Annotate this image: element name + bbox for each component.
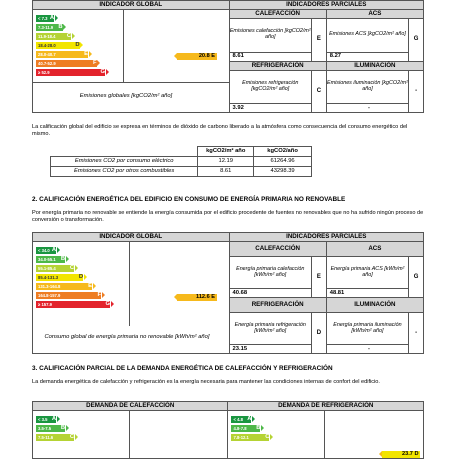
scale-divider bbox=[123, 10, 124, 82]
iluminacion-label: Energía primaria iluminación [kWh/m² año] bbox=[326, 313, 408, 345]
emissions-energy-scale bbox=[36, 15, 105, 78]
energy-scale-bar bbox=[36, 15, 54, 22]
energy-scale-range: 164.8-157.9 bbox=[38, 292, 61, 298]
refrigeracion-letter: D bbox=[311, 313, 326, 354]
energy-scale-letter: C bbox=[69, 433, 74, 440]
acs-label: Energía primaria ACS [kWh/m² año] bbox=[326, 257, 408, 289]
section-3-title: 3. CALIFICACIÓN PARCIAL DE LA DEMANDA ENERGÉTICA DE CALEFACCIÓN Y REFRIGERACIÓN bbox=[32, 365, 333, 372]
acs-header: ACS bbox=[326, 10, 423, 19]
acs-header: ACS bbox=[326, 242, 423, 257]
scale-divider bbox=[324, 411, 325, 459]
refrigeracion-header: REFRIGERACIÓN bbox=[229, 298, 326, 313]
global-emissions-cell bbox=[33, 10, 230, 113]
iluminacion-letter: - bbox=[409, 70, 424, 113]
cooling-demand-indicator: 23.7 D bbox=[382, 451, 420, 458]
energy-scale-letter: D bbox=[75, 41, 80, 48]
co2-row-label: Emisiones CO2 por otros combustibles bbox=[51, 167, 198, 177]
energy-scale-range: < 7.3 bbox=[38, 16, 48, 21]
energy-scale-bar bbox=[36, 434, 74, 441]
cooling-demand-cell bbox=[228, 411, 424, 459]
energy-scale-bar bbox=[36, 283, 92, 290]
energy-scale-range: 34.0-55.1 bbox=[38, 256, 56, 262]
calefaccion-header: CALEFACCIÓN bbox=[229, 10, 326, 19]
demand-table bbox=[32, 401, 424, 459]
energy-scale-range: 18.4-28.0 bbox=[38, 42, 56, 48]
energy-scale-bar bbox=[36, 24, 63, 31]
energy-scale-bar bbox=[36, 256, 65, 263]
calefaccion-header: CALEFACCIÓN bbox=[229, 242, 326, 257]
energy-scale-letter: G bbox=[100, 68, 105, 75]
primary-energy-scale bbox=[36, 247, 110, 310]
energy-scale-letter: C bbox=[265, 433, 270, 440]
energy-scale-range: 3.5-7.5 bbox=[38, 425, 52, 431]
emissions-table bbox=[32, 0, 424, 113]
acs-value: 8.27 bbox=[326, 52, 408, 61]
iluminacion-value: - bbox=[326, 104, 408, 113]
acs-value: 48.81 bbox=[326, 289, 408, 298]
energy-scale-letter: B bbox=[60, 424, 65, 431]
energy-scale-range: 7.8-12.1 bbox=[233, 434, 249, 440]
calefaccion-label: Energía primaria calefacción [kWh/m² año] bbox=[229, 257, 311, 289]
primary-energy-table bbox=[32, 232, 424, 354]
iluminacion-value: - bbox=[326, 345, 408, 354]
energy-scale-bar bbox=[36, 301, 110, 308]
scale-divider bbox=[129, 242, 130, 326]
energy-scale-letter: E bbox=[84, 50, 88, 57]
refrigeracion-header: REFRIGERACIÓN bbox=[229, 61, 326, 70]
energy-scale-bar bbox=[231, 416, 251, 423]
refrigeracion-label: Emisiones refrigeración [kgCO2/m² año] bbox=[229, 70, 311, 104]
heating-demand-header: DEMANDA DE CALEFACCIÓN bbox=[33, 402, 228, 411]
energy-scale-range: < 4.8 bbox=[233, 417, 243, 422]
calefaccion-letter: E bbox=[311, 19, 326, 62]
refrigeracion-letter: C bbox=[311, 70, 326, 113]
energy-scale-letter: E bbox=[88, 282, 92, 289]
section-2-paragraph: Por energía primaria no renovable se entiende la energía consumida por el edificio procedente de fuentes no renovables que no ha sufrido ningún proceso de conversión o transformación. bbox=[32, 210, 424, 224]
energy-scale-bar bbox=[36, 33, 71, 40]
global-emissions-indicator: 20.8 E bbox=[177, 53, 217, 60]
energy-scale-bar bbox=[36, 425, 65, 432]
energy-scale-letter: A bbox=[49, 15, 54, 21]
energy-scale-bar bbox=[231, 425, 260, 432]
calefaccion-letter: E bbox=[311, 257, 326, 298]
global-indicator-header: INDICADOR GLOBAL bbox=[33, 233, 230, 242]
co2-row-value-1: 8.61 bbox=[198, 167, 254, 177]
calefaccion-label: Emisiones calefacción [kgCO2/m² año] bbox=[229, 19, 311, 53]
emissions-paragraph: La calificación global del edificio se expresa en términos de dióxido de carbono liberado a la atmósfera como consecuencia del consumo energético del mismo. bbox=[32, 124, 408, 138]
energy-scale-bar bbox=[231, 434, 269, 441]
global-energy-cell bbox=[33, 242, 230, 354]
energy-scale-letter: A bbox=[247, 416, 252, 422]
energy-scale-bar bbox=[36, 60, 97, 67]
energy-scale-letter: A bbox=[51, 416, 56, 422]
energy-scale-range: 28.0-40.7 bbox=[38, 51, 56, 57]
energy-scale-range: < 3.5 bbox=[38, 417, 48, 422]
section-2-title: 2. CALIFICACIÓN ENERGÉTICA DEL EDIFICIO EN CONSUMO DE ENERGÍA PRIMARIA NO RENOVABLE bbox=[32, 196, 346, 203]
energy-scale-bar bbox=[36, 247, 56, 254]
energy-scale-range: 55.1-85.4 bbox=[38, 265, 56, 271]
iluminacion-letter: - bbox=[409, 313, 424, 354]
energy-scale-letter: B bbox=[58, 23, 63, 30]
energy-scale-range: 7.5-11.6 bbox=[38, 434, 54, 440]
energy-scale-letter: B bbox=[256, 424, 261, 431]
heating-demand-scale bbox=[36, 416, 74, 443]
global-energy-indicator: 112.6 E bbox=[177, 294, 217, 301]
energy-scale-range: 40.7-52.9 bbox=[38, 60, 56, 66]
energy-scale-letter: D bbox=[78, 273, 83, 280]
energy-scale-range: < 34.0 bbox=[38, 248, 50, 253]
iluminacion-label: Emisiones iluminación [kgCO2/m² año] bbox=[326, 70, 408, 104]
energy-scale-bar bbox=[36, 69, 105, 76]
energy-scale-letter: C bbox=[66, 32, 71, 39]
energy-scale-letter: B bbox=[60, 255, 65, 262]
cooling-demand-header: DEMANDA DE REFRIGERACIÓN bbox=[228, 402, 424, 411]
co2-row-value-2: 43298.39 bbox=[254, 167, 312, 177]
co2-row-label: Emisiones CO2 por consumo eléctrico bbox=[51, 157, 198, 167]
iluminacion-header: ILUMINACIÓN bbox=[326, 298, 423, 313]
energy-scale-bar bbox=[36, 42, 80, 49]
energy-scale-letter: C bbox=[69, 264, 74, 271]
iluminacion-header: ILUMINACIÓN bbox=[326, 61, 423, 70]
partial-indicators-header: INDICADORES PARCIALES bbox=[229, 1, 423, 10]
calefaccion-value: 40.68 bbox=[229, 289, 311, 298]
energy-scale-letter: F bbox=[92, 59, 97, 66]
co2-row-value-1: 12.19 bbox=[198, 157, 254, 167]
co2-col-header-2: kgCO2/año bbox=[254, 147, 312, 157]
energy-scale-range: 11.9-18.4 bbox=[38, 33, 56, 39]
acs-label: Emisiones ACS [kgCO2/m² año] bbox=[326, 19, 408, 53]
refrigeracion-value: 3.92 bbox=[229, 104, 311, 113]
energy-scale-letter: F bbox=[97, 291, 101, 298]
energy-scale-bar bbox=[36, 292, 101, 299]
global-indicator-header: INDICADOR GLOBAL bbox=[33, 1, 230, 10]
energy-scale-range: ≥ 157.9 bbox=[38, 301, 52, 307]
heating-demand-cell bbox=[33, 411, 228, 459]
global-emissions-label: Emisiones globales [kgCO2/m² año] bbox=[79, 93, 173, 99]
partial-indicators-header: INDICADORES PARCIALES bbox=[229, 233, 423, 242]
co2-row-value-2: 61264.96 bbox=[254, 157, 312, 167]
refrigeracion-label: Energía primaria refrigeración [kWh/m² año] bbox=[229, 313, 311, 345]
energy-scale-bar bbox=[36, 51, 88, 58]
acs-letter: G bbox=[409, 257, 424, 298]
scale-divider bbox=[129, 411, 130, 459]
energy-scale-letter: A bbox=[51, 247, 56, 253]
energy-scale-bar bbox=[36, 274, 83, 281]
acs-letter: G bbox=[409, 19, 424, 62]
co2-table bbox=[50, 146, 312, 177]
energy-scale-range: 7.3-11.9 bbox=[38, 24, 54, 30]
section-3-paragraph: La demanda energética de calefacción y refrigeración es la energía necesaria para mantener las condiciones internas de confort del edificio. bbox=[32, 379, 380, 385]
co2-table-corner bbox=[51, 147, 198, 157]
refrigeracion-value: 23.15 bbox=[229, 345, 311, 354]
cell-divider bbox=[33, 82, 229, 83]
energy-scale-letter: G bbox=[105, 300, 110, 307]
energy-scale-range: 85.4-131.3 bbox=[38, 274, 59, 280]
energy-scale-range: ≥ 52.9 bbox=[38, 69, 50, 75]
energy-scale-range: 4.8-7.8 bbox=[233, 425, 247, 431]
calefaccion-value: 8.61 bbox=[229, 52, 311, 61]
energy-scale-bar bbox=[36, 416, 56, 423]
energy-scale-bar bbox=[36, 265, 74, 272]
cooling-demand-scale bbox=[231, 416, 269, 443]
co2-col-header-1: kgCO2/m² año bbox=[198, 147, 254, 157]
energy-scale-range: 131.3-164.8 bbox=[38, 283, 61, 289]
global-energy-label: Consumo global de energía primaria no renovable [kWh/m² año] bbox=[44, 334, 210, 340]
